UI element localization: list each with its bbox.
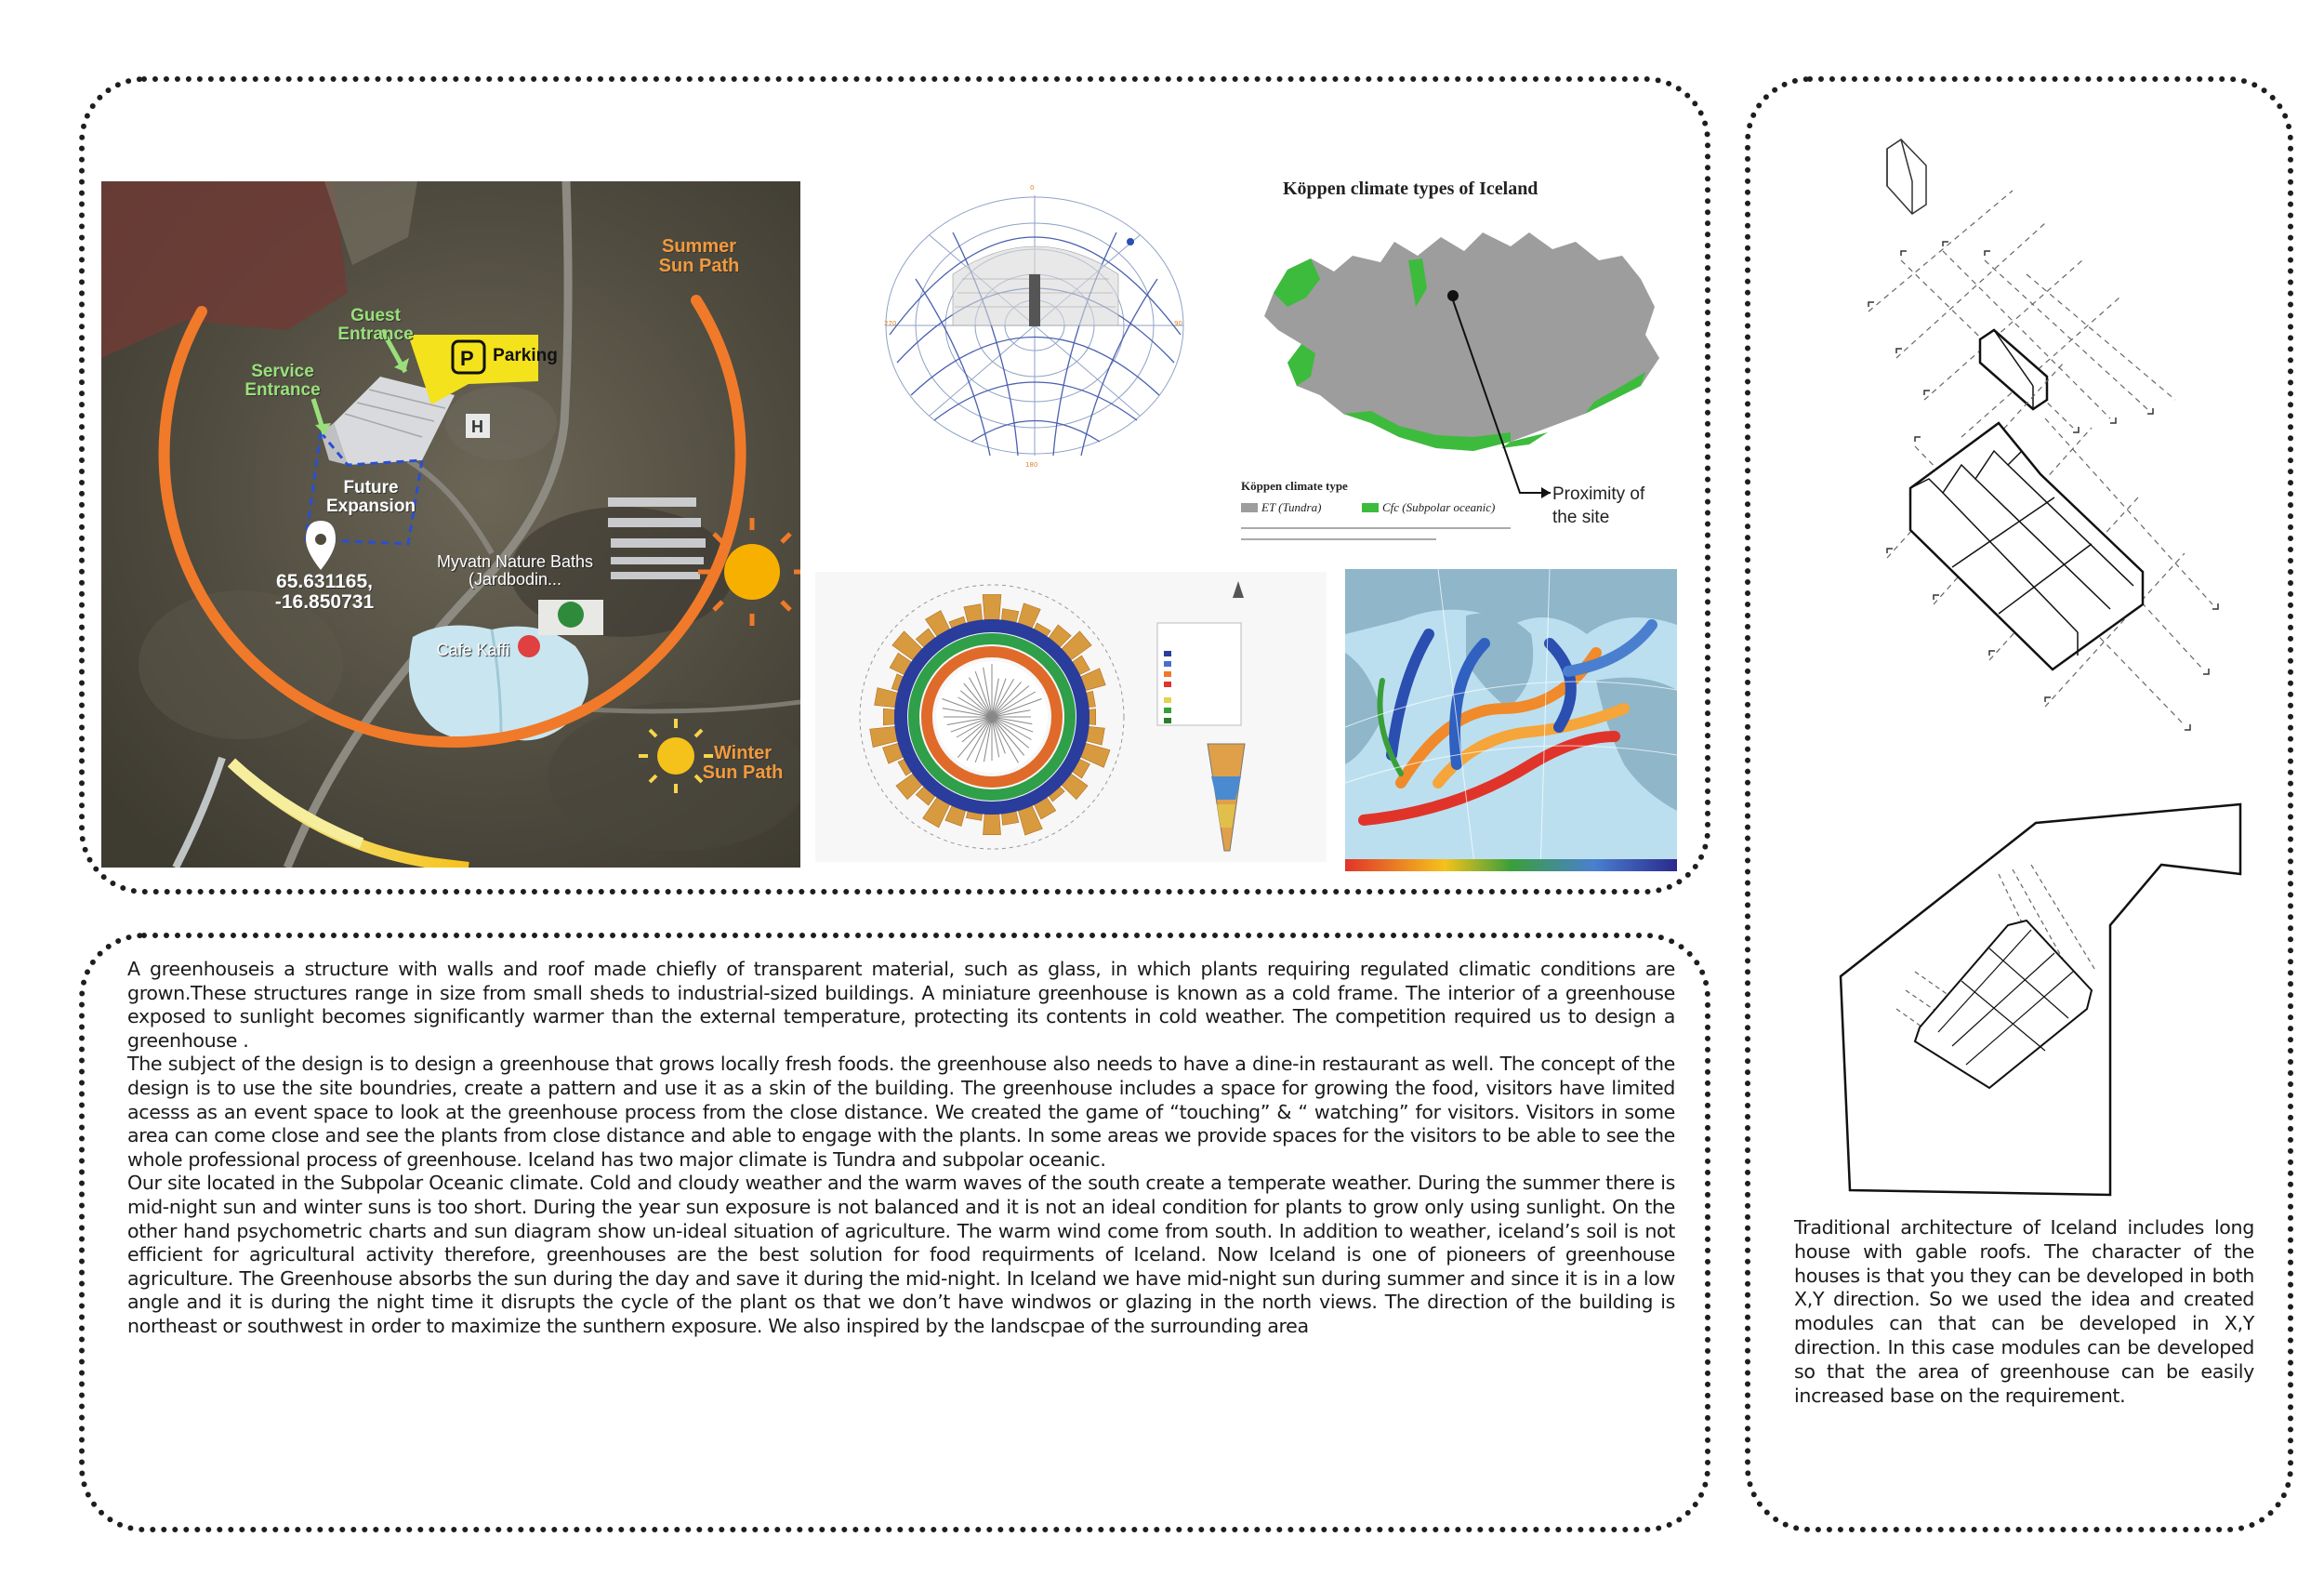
wind-rose-icon	[815, 572, 1327, 862]
future-expansion-label: Future Expansion	[325, 478, 416, 516]
subpolar-label: Cfc (Subpolar oceanic)	[1382, 500, 1496, 514]
svg-text:H: H	[471, 417, 483, 436]
svg-text:90: 90	[1174, 320, 1182, 327]
summer-sun-path-label: Summer Sun Path	[658, 236, 740, 276]
site-aerial-map	[101, 181, 800, 868]
module-diagrams	[1813, 130, 2259, 1209]
longhouse-module-icon	[1887, 139, 1926, 214]
legend-subpolar-oceanic	[1362, 500, 1495, 515]
svg-text:0: 0	[1030, 184, 1035, 192]
proximity-annotation: Proximity of the site	[1552, 484, 1645, 527]
svg-text:180: 180	[1025, 461, 1038, 469]
description-paragraph-3: Our site located in the Subpolar Oceanic climate. Cold and cloudy weather and the warm waves of the south create a temperate weather. During the summer there is mid-night sun and winter suns is too short. During the year sun exposure is not balanced and it is not an ideal condition for plants to grow only using sunlight. On the other hand psychometric charts and sun diagram show un-ideal situation of agriculture. The warm wind come from south. In addition to weather, iceland’s soil is not efficient for agricultural activity therefore, greenhouses are the best solution for food requirments of Iceland. Now Iceland is one of pioneers of greenhouse agriculture. The Greenhouse absorbs the sun during the day and save it during the mid-night. In Iceland we have mid-night sun during summer and since it is in a low angle and it is during the night time it disrupts the cycle of the plant os that we don’t have windwos or glazing in the north views. The direction of the building is northeast or southwest in order to maximize the sunthern exposure. We also inspired by the landscpae of the surrounding area	[127, 1172, 1675, 1337]
proximity-pointer-line	[1450, 298, 1552, 502]
wind-rose-petal	[983, 594, 1001, 619]
stereographic-sun-path-icon	[878, 177, 1195, 484]
legend-tundra	[1241, 500, 1321, 515]
koppen-footnote-lines	[1241, 521, 1520, 549]
svg-text:P: P	[460, 347, 474, 370]
site-plan-module-icon	[1841, 804, 2240, 1195]
description-paragraph-2: The subject of the design is to design a greenhouse that grows locally fresh foods. the greenhouse also needs to have a dine-in restaurant as well. The concept of the design is to use the site boundries, create a pattern and use it as a skin of the building. The greenhouse includes a space for growing the food, visitors have limited acesss as an event space to look at the greenhouse process from the close distance. We created the game of “touching” & “ watching” for visitors. Visitors in some area can come close and see the plants from close distance and able to engage with the plants. In some areas we provide spaces for the visitors to be able to see the whole professional process of greenhouse. Iceland has two major climate is Tundra and subpolar oceanic.	[127, 1053, 1675, 1171]
site-coordinates-label: 65.631165, -16.850731	[274, 571, 375, 614]
parking-label: Parking	[493, 346, 558, 365]
service-entrance-label: Service Entrance	[244, 362, 321, 400]
north-atlantic-currents-icon	[1345, 569, 1677, 871]
modules-description: Traditional architecture of Iceland includes long house with gable roofs. The character of the houses is that you they can be developed in both X,Y direction. So we used the idea and created modules can that can be developed in X,Y direction. In this case modules can be developed so that the area of greenhouse can be easily increased base on the requirement.	[1794, 1216, 2254, 1407]
tundra-label: ET (Tundra)	[1261, 500, 1322, 514]
koppen-map-title: Köppen climate types of Iceland	[1283, 179, 1538, 199]
nature-baths-label: Myvatn Nature Baths (Jardbodin...	[436, 552, 594, 589]
wind-rose-petal	[1089, 709, 1096, 725]
winter-sun-path-label: Winter Sun Path	[702, 743, 784, 783]
longhouse-grid-icon	[1868, 191, 2175, 437]
project-description	[127, 958, 1675, 1339]
guest-entrance-label: Guest Entrance	[337, 306, 414, 344]
tundra-swatch	[1241, 503, 1258, 512]
description-paragraph-1: A greenhouseis a structure with walls and roof made chiefly of transparent material, such as glass, in which plants requiring regulated climatic conditions are grown.These structures range in size from small sheds to industrial-sized buildings. A miniature greenhouse is known as a cold frame. The interior of a greenhouse exposed to sunlight becomes significantly warmer than the external temperature, protecting its contents in cold weather. The competition required us to design a greenhouse .	[127, 958, 1675, 1052]
koppen-legend-title: Köppen climate type	[1241, 479, 1348, 493]
expanded-module-icon	[1887, 363, 2218, 730]
subpolar-swatch	[1362, 503, 1379, 512]
wind-rose-petal	[983, 815, 1000, 835]
wind-rose-petal	[883, 709, 894, 725]
svg-text:270: 270	[884, 320, 897, 327]
cafe-label: Cafe Kaffi	[436, 641, 510, 659]
